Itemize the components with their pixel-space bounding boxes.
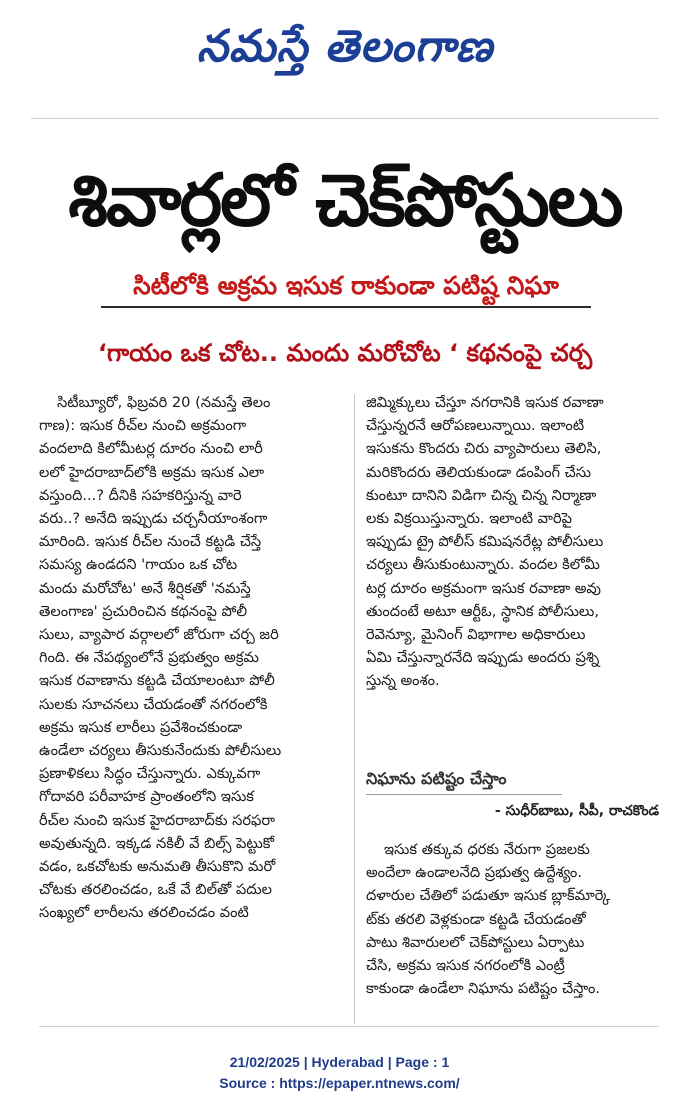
footer-date-location: 21/02/2025 | Hyderabad | Page : 1 <box>229 1054 450 1070</box>
article-line: ఉండేలా చర్యలు తీసుకునేందుకు పోలీసులు <box>39 742 282 760</box>
article-line: ప్రణాళికలు సిద్ధం చేస్తున్నారు. ఎక్కువగా <box>39 765 261 783</box>
article-headline: శివార్లలో చెక్‌పోస్టులు <box>68 158 622 242</box>
bottom-rule <box>39 1026 659 1027</box>
article-line: ఇప్పుడు ట్రై పోలీస్ కమిషనరేట్ల పోలీసులు <box>366 533 604 551</box>
article-line: టర్ల దూరం అక్రమంగా ఇసుక రవాణా అవు <box>366 579 601 597</box>
article-line: మరికొందరు తెలియకుండా డంపింగ్ చేసు <box>366 463 592 481</box>
article-line: అవుతున్నది. ఇక్కడ నకిలీ వే బిల్స్ పెట్టుకో <box>39 834 275 852</box>
top-rule <box>31 118 659 119</box>
article-line: వడం, ఒకచోటకు అనుమతి తీసుకొని మరో <box>39 858 276 876</box>
article-line: అక్రమ ఇసుక లారీలు ప్రవేశించకుండా <box>39 718 243 736</box>
quote-section-title: నిఘాను పటిష్టం చేస్తాం <box>366 766 562 795</box>
article-line: గింది. ఈ నేపథ్యంలోనే ప్రభుత్వం అక్రమ <box>39 649 259 667</box>
article-line: చోటకు తరలించడం, ఒకే వే బిల్‌తో పదుల <box>39 881 272 899</box>
article-kicker: ‘గాయం ఒక చోట.. మందు మరోచోట ‘ కథనంపై చర్చ <box>97 339 593 367</box>
article-line: కుంటూ దానిని విడిగా చిన్న చిన్న నిర్మాణా <box>366 486 597 504</box>
column-divider <box>354 394 355 1024</box>
article-line: ఇసుక రవాణాను కట్టడి చేయాలంటూ పోలీ <box>39 672 275 690</box>
newspaper-masthead: నమస్తే తెలంగాణ <box>196 21 494 72</box>
article-line: సిటీబ్యూరో, ఫిబ్రవరి 20 (నమస్తే తెలం <box>57 394 271 411</box>
quote-body <box>366 838 659 1000</box>
quote-line: ట్‌కు తరలి వెళ్లకుండా కట్టడి చేయడంతో <box>366 910 586 928</box>
article-line: సులు, వ్యాపార వర్గాలలో జోరుగా చర్చ జరి <box>39 626 279 644</box>
quote-line: కాకుండా ఉండేలా నిఘాను పటిష్టం చేస్తాం. <box>366 980 601 998</box>
article-line: రెవెన్యూ, మైనింగ్ విభాగాల అధికారులు <box>366 626 586 644</box>
article-line: సమస్య ఉండదని 'గాయం ఒక చోట <box>39 556 238 574</box>
quote-line: ఇసుక తక్కువ ధరకు నేరుగా ప్రజలకు <box>384 841 590 858</box>
article-line: గోదావరి పరీవాహక ప్రాంతంలోని ఇసుక <box>39 788 254 806</box>
article-line: వస్తుంది...? దీనికి సహకరిస్తున్న వారె <box>39 486 242 504</box>
quote-line: దళారుల చేతిలో పడుతూ ఇసుక బ్లాక్‌మార్కె <box>366 887 611 905</box>
article-column-right <box>366 391 659 693</box>
article-line: రీచ్‌ల నుంచి ఇసుక హైదరాబాద్‌కు సరఫరా <box>39 811 276 829</box>
article-subheadline: సిటీలోకి అక్రమ ఇసుక రాకుండా పటిష్ట నిఘా <box>101 266 591 308</box>
article-line: ఏమి చేస్తున్నారనేది ఇప్పుడు అందరు ప్రశ్ని <box>366 649 600 667</box>
article-column-left <box>39 391 343 925</box>
article-line: వందలాది కిలోమీటర్ల దూరం నుంచి లారీ <box>39 440 263 458</box>
page-footer <box>0 1052 679 1094</box>
quote-line: అందేలా ఉండాలనేది ప్రభుత్వ ఉద్దేశ్యం. <box>366 864 582 882</box>
article-line: మారింది. ఇసుక రీచ్‌ల నుంచే కట్టడి చేస్తే <box>39 533 262 551</box>
article-line: స్తున్న అంశం. <box>366 672 440 690</box>
article-line: సంఖ్యలో లారీలను తరలించడం వంటి <box>39 904 249 922</box>
article-clipping <box>31 18 659 1030</box>
article-line: లకు విక్రయిస్తున్నారు. ఇలాంటి వారిపై <box>366 510 572 528</box>
article-line: చేస్తున్నరనే ఆరోపణలున్నాయి. ఇలాంటి <box>366 417 585 435</box>
footer-source: Source : https://epaper.ntnews.com/ <box>219 1075 460 1091</box>
article-line: ఇసుకను కొందరు చిరు వ్యాపారులు తెలిసి, <box>366 440 602 458</box>
article-line: గాణ): ఇసుక రీచ్‌ల నుంచి అక్రమంగా <box>39 417 247 435</box>
article-line: తుందంటే అటూ ఆర్టీఓ, స్థానిక పోలీసులు, <box>366 602 599 620</box>
article-line: మందు మరోచోట' అనే శీర్షికతో 'నమస్తే <box>39 579 251 597</box>
quote-line: పాటు శివారులలో చెక్‌పోస్టులు ఏర్పాటు <box>366 933 585 951</box>
article-line: జిమ్మిక్కులు చేస్తూ నగరానికి ఇసుక రవాణా <box>366 394 604 411</box>
article-line: చర్యలు తీసుకుంటున్నారు. వందల కిలోమీ <box>366 556 600 574</box>
quote-line: చేసి, అక్రమ ఇసుక నగరంలోకి ఎంట్రీ <box>366 957 565 975</box>
quote-section <box>366 766 659 822</box>
quote-byline: - సుధీర్‌బాబు, సీపీ, రాచకొండ <box>494 803 659 819</box>
article-line: వరు..? అనేది ఇప్పుడు చర్చనీయాంశంగా <box>39 510 268 528</box>
article-line: తెలంగాణ' ప్రచురించిన కథనంపై పోలీ <box>39 602 248 620</box>
article-line: సులకు సూచనలు చేయడంతో నగరంలోకి <box>39 695 268 713</box>
article-line: లలో హైదరాబాద్‌లోకి అక్రమ ఇసుక ఎలా <box>39 463 264 481</box>
